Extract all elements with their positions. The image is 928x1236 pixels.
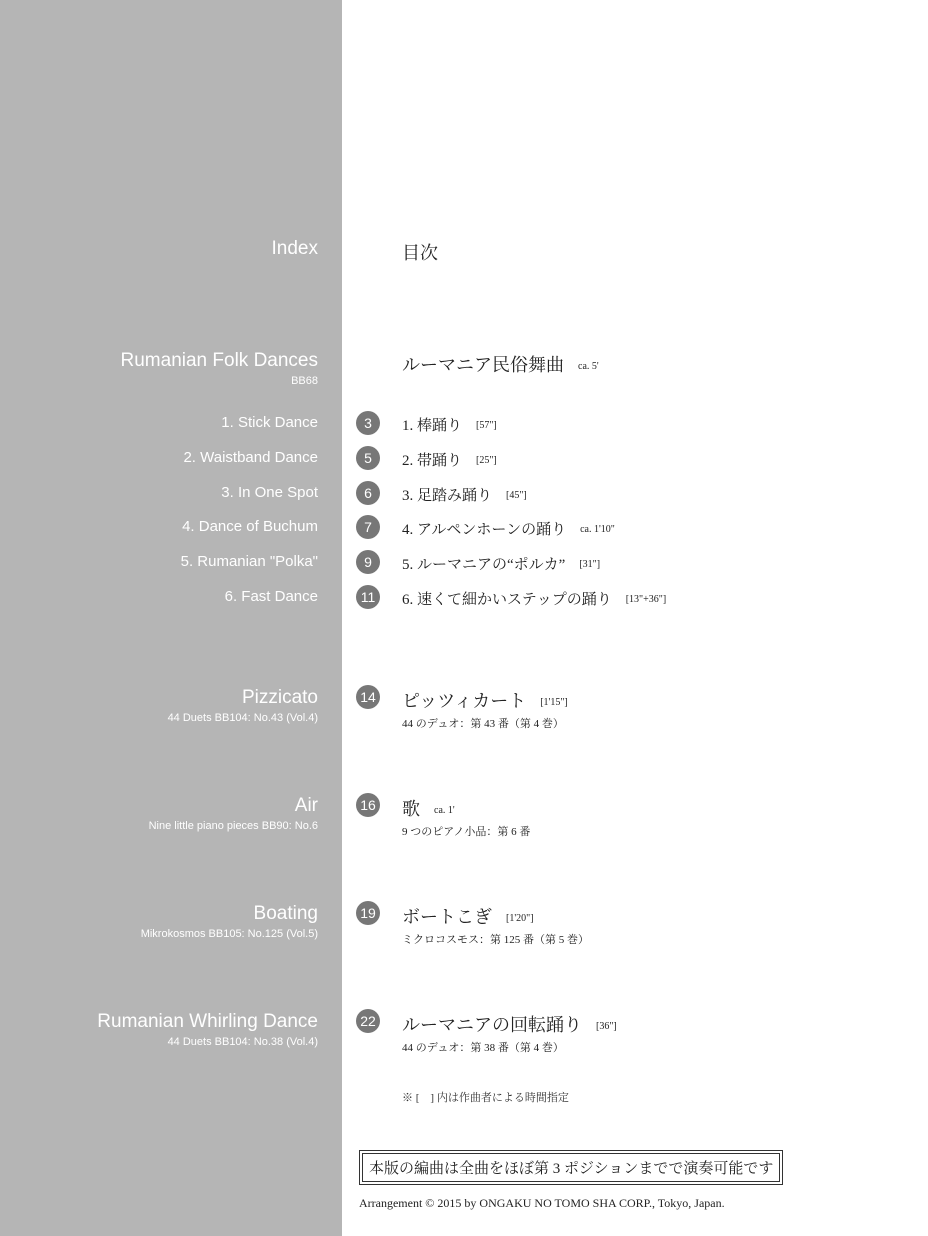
toc-entry-jp[interactable]	[402, 484, 527, 505]
position-note: 本版の編曲は全曲をほぼ第 3 ポジションまでで演奏可能です	[362, 1153, 780, 1182]
toc-piece-jp[interactable]	[402, 903, 589, 947]
duration-note: ※ [ ] 内は作曲者による時間指定	[402, 1092, 569, 1104]
page-number-badge[interactable]: 9	[356, 550, 380, 574]
piece-source-jp: 44 のデュオ：第 38 番（第 4 巻）	[402, 1042, 564, 1054]
entry-title-jp: 1. 棒踊り	[402, 418, 463, 434]
toc-piece-jp[interactable]	[402, 687, 568, 731]
catalog-number: BB68	[291, 375, 318, 387]
duration: [31"]	[579, 559, 601, 570]
page-number-badge[interactable]: 19	[356, 901, 380, 925]
index-title-jp: 目次	[402, 243, 438, 263]
duration: [45"]	[506, 490, 527, 501]
copyright-notice: Arrangement © 2015 by ONGAKU NO TOMO SHA CORP., Tokyo, Japan.	[359, 1196, 725, 1210]
piece-title-jp: ボートこぎ	[402, 907, 492, 927]
toc-entry-jp[interactable]	[402, 588, 666, 609]
piece-title: Rumanian Folk Dances	[120, 350, 318, 371]
page-number-badge[interactable]: 7	[356, 515, 380, 539]
duration: ca. 5'	[578, 361, 599, 372]
entry-title-jp: 3. 足踏み踊り	[402, 488, 493, 504]
toc-entry-jp[interactable]	[402, 414, 497, 435]
page-number-badge[interactable]: 3	[356, 411, 380, 435]
toc-piece-jp[interactable]	[402, 795, 530, 839]
page-number-badge[interactable]: 5	[356, 446, 380, 470]
duration: ca. 1'10"	[580, 524, 615, 535]
page-number-badge[interactable]: 11	[356, 585, 380, 609]
duration: ca. 1'	[434, 805, 455, 816]
index-title-en: Index	[271, 238, 318, 259]
toc-piece-en[interactable]	[168, 687, 318, 724]
position-note-box	[359, 1150, 783, 1185]
piece-title: Rumanian Whirling Dance	[97, 1011, 318, 1032]
toc-entry-en[interactable]: 2. Waistband Dance	[183, 449, 318, 466]
piece-source-jp: ミクロコスモス：第 125 番（第 5 巻）	[402, 934, 589, 946]
toc-piece-en[interactable]	[97, 1011, 318, 1048]
duration: [1'20"]	[506, 913, 534, 924]
toc-entry-jp[interactable]	[402, 518, 615, 539]
page-number-badge[interactable]: 14	[356, 685, 380, 709]
rumanian-folk-dances-title-jp	[402, 351, 599, 377]
entry-title-jp: 6. 速くて細かいステップの踊り	[402, 592, 612, 608]
toc-piece-en[interactable]	[141, 903, 318, 940]
piece-source: Mikrokosmos BB105: No.125 (Vol.5)	[140, 928, 318, 940]
rumanian-folk-dances-title-en	[121, 350, 318, 387]
toc-entry-en[interactable]: 6. Fast Dance	[224, 588, 318, 605]
duration: [36"]	[596, 1021, 617, 1032]
piece-title-jp: ピッツィカート	[402, 691, 527, 711]
duration: [57"]	[476, 420, 497, 431]
page-number-badge[interactable]: 6	[356, 481, 380, 505]
piece-title: Air	[294, 795, 318, 816]
piece-source-jp: 44 のデュオ：第 43 番（第 4 巻）	[402, 718, 564, 730]
toc-piece-en[interactable]	[149, 795, 318, 832]
entry-title-jp: 4. アルペンホーンの踊り	[402, 522, 567, 538]
toc-entry-en[interactable]: 3. In One Spot	[221, 484, 318, 501]
piece-source: 44 Duets BB104: No.38 (Vol.4)	[167, 1036, 318, 1048]
piece-source: Nine little piano pieces BB90: No.6	[148, 820, 318, 832]
duration: [1'15"]	[540, 697, 568, 708]
toc-entry-en[interactable]: 5. Rumanian "Polka"	[180, 553, 318, 570]
toc-entry-en[interactable]: 1. Stick Dance	[221, 414, 318, 431]
toc-entry-en[interactable]: 4. Dance of Buchum	[182, 518, 318, 535]
page-number-badge[interactable]: 22	[356, 1009, 380, 1033]
piece-title-jp: ルーマニア民俗舞曲	[402, 355, 564, 375]
piece-title-jp: ルーマニアの回転踊り	[402, 1015, 582, 1035]
toc-entry-jp[interactable]	[402, 553, 600, 574]
piece-title: Boating	[253, 903, 318, 924]
entry-title-jp: 5. ルーマニアの“ポルカ”	[402, 557, 566, 573]
piece-title: Pizzicato	[241, 687, 318, 708]
toc-entry-jp[interactable]	[402, 449, 497, 470]
duration: [13"+36"]	[625, 594, 667, 605]
piece-source-jp: 9 つのピアノ小品：第 6 番	[402, 826, 531, 838]
toc-piece-jp[interactable]	[402, 1011, 617, 1055]
page-number-badge[interactable]: 16	[356, 793, 380, 817]
piece-title-jp: 歌	[402, 799, 420, 819]
sidebar-panel	[0, 0, 342, 1236]
piece-source: 44 Duets BB104: No.43 (Vol.4)	[167, 712, 318, 724]
duration: [25"]	[476, 455, 497, 466]
entry-title-jp: 2. 帯踊り	[402, 453, 463, 469]
